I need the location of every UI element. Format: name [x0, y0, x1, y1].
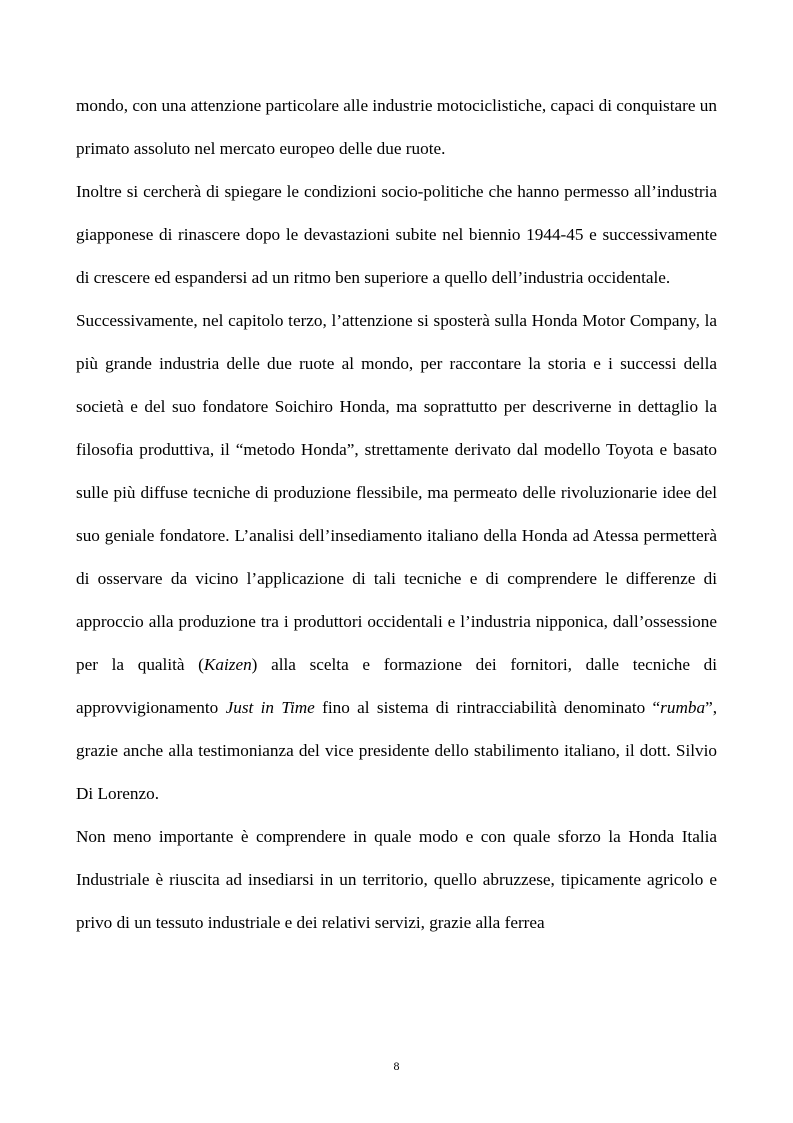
paragraph-text: Non meno importante è comprendere in quale modo e con quale sforzo la Honda Italia Industriale è riuscita ad insediarsi in un territorio, quello abruzzese, tipicamente agricolo e privo di un tessuto industriale e dei relativi servizi, grazie alla ferrea [76, 827, 717, 932]
paragraph-4 [76, 815, 717, 944]
paragraph-1 [76, 84, 717, 170]
paragraph-3 [76, 299, 717, 815]
page-number: 8 [393, 1059, 400, 1073]
paragraph-text: Successivamente, nel capitolo terzo, l’attenzione si sposterà sulla Honda Motor Company, la più grande industria delle due ruote al mondo, per raccontare la storia e i successi della società e del suo fondatore Soichiro Honda, ma soprattutto per descriverne in dettaglio la filosofia produttiva, il “metodo Honda”, strettamente derivato dal modello Toyota e basato sulle più diffuse tecniche di produzione flessibile, ma permeato delle rivoluzionarie idee del suo geniale fondatore. L’analisi dell’insediamento italiano della Honda ad Atessa permetterà di osservare da vicino l’applicazione di tali tecniche e di comprendere le differenze di approccio alla produzione tra i produttori occidentali e l’industria nipponica, dall’ossessione per la qualità ( [76, 311, 717, 674]
paragraph-text: mondo, con una attenzione particolare alle industrie motociclistiche, capaci di conquistare un primato assoluto nel mercato europeo delle due ruote. [76, 96, 717, 158]
italic-term-rumba: rumba [660, 698, 706, 717]
paragraph-text: fino al sistema di rintracciabilità denominato “ [314, 698, 661, 717]
paragraph-text: ) alla scelta e formazione dei fornitori, dalle tecniche di approvvigionamento [76, 655, 717, 717]
paragraph-2 [76, 170, 717, 299]
italic-term-just-in-time: Just in Time [225, 698, 315, 717]
body-text [76, 84, 717, 944]
italic-term-kaizen: Kaizen [203, 655, 252, 674]
paragraph-text: ”, grazie anche alla testimonianza del vice presidente dello stabilimento italiano, il dott. Silvio Di Lorenzo. [76, 698, 717, 803]
paragraph-text: Inoltre si cercherà di spiegare le condizioni socio-politiche che hanno permesso all’industria giapponese di rinascere dopo le devastazioni subite nel biennio 1944-45 e successivamente di crescere ed espandersi ad un ritmo ben superiore a quello dell’industria occidentale. [76, 182, 717, 287]
